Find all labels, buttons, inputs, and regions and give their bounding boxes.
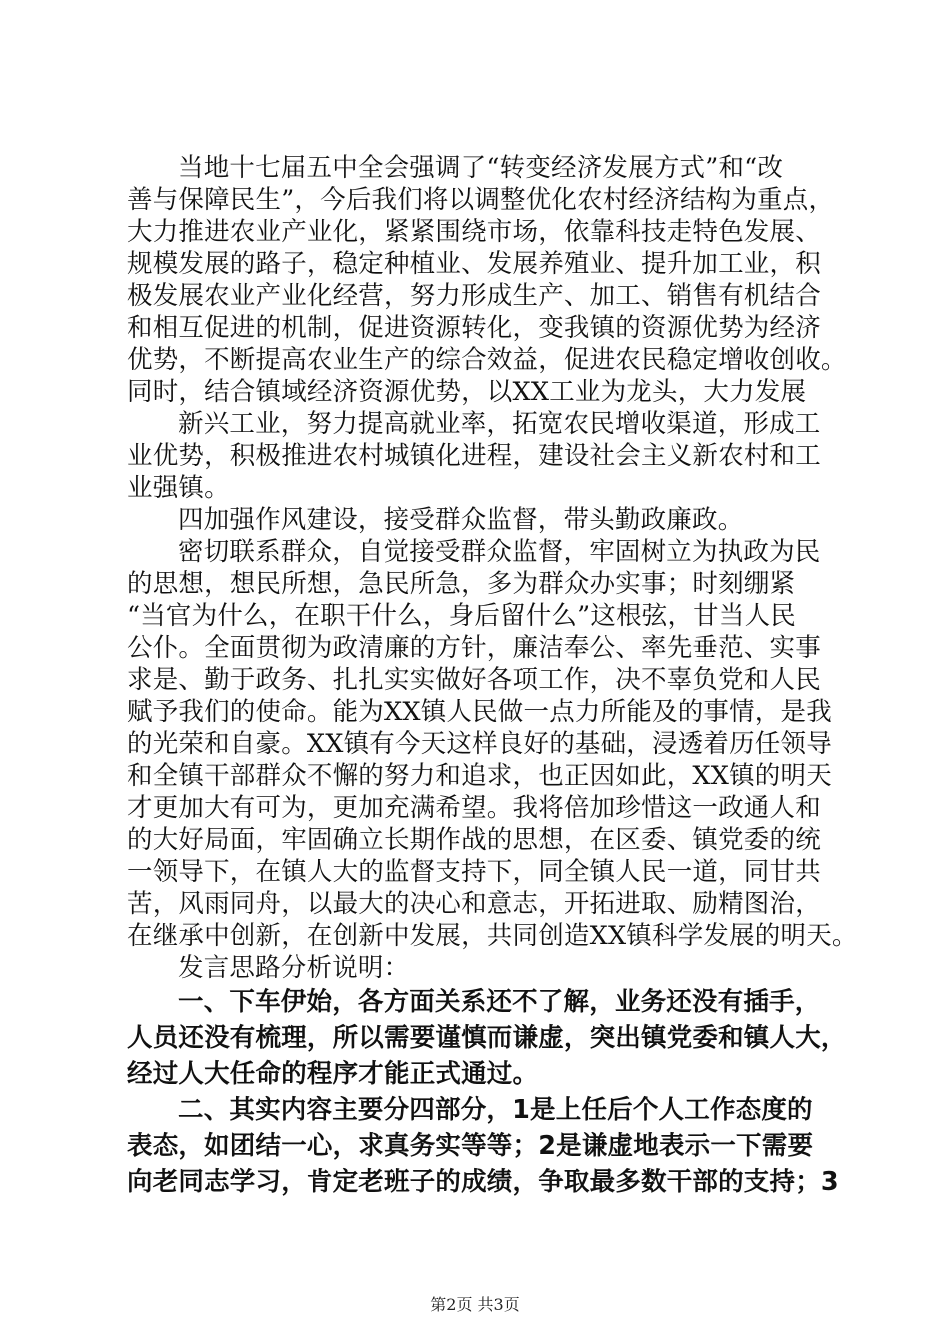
paragraph-line: 新兴工业，努力提高就业率，拓宽农民增收渠道，形成工 [178, 409, 821, 439]
paragraph-line: 同时，结合镇域经济资源优势，以XX工业为龙头，大力发展 [127, 377, 807, 407]
paragraph-line: 规模发展的路子，稳定种植业、发展养殖业、提升加工业，积 [127, 249, 821, 279]
paragraph-line: 优势，不断提高农业生产的综合效益，促进农民稳定增收创收。 [127, 345, 847, 375]
paragraph-line: 极发展农业产业化经营，努力形成生产、加工、销售有机结合 [127, 281, 821, 311]
section-heading: 发言思路分析说明： [178, 953, 410, 983]
paragraph-line: 在继承中创新，在创新中发展，共同创造XX镇科学发展的明天。 [127, 921, 858, 951]
paragraph-line: “当官为什么，在职干什么，身后留什么”这根弦，甘当人民 [127, 601, 796, 631]
paragraph-line: 苦，风雨同舟，以最大的决心和意志，开拓进取、励精图治， [127, 889, 821, 919]
analysis-line: 二、其实内容主要分四部分，1是上任后个人工作态度的 [178, 1095, 813, 1125]
paragraph-line: 密切联系群众，自觉接受群众监督，牢固树立为执政为民 [178, 537, 821, 567]
page-footer: 第2页 共3页 [430, 1295, 520, 1314]
analysis-line: 向老同志学习，肯定老班子的成绩，争取最多数干部的支持；3 [127, 1167, 839, 1197]
paragraph-line: 公仆。全面贯彻为政清廉的方针，廉洁奉公、率先垂范、实事 [127, 633, 821, 663]
analysis-line: 人员还没有梳理，所以需要谨慎而谦虚，突出镇党委和镇人大， [127, 1023, 847, 1053]
paragraph-line: 求是、勤于政务、扎扎实实做好各项工作，决不辜负党和人民 [127, 665, 821, 695]
paragraph-line: 一领导下，在镇人大的监督支持下，同全镇人民一道，同甘共 [127, 857, 821, 887]
section-heading: 四加强作风建设，接受群众监督，带头勤政廉政。 [178, 505, 744, 535]
paragraph-line: 善与保障民生”，今后我们将以调整优化农村经济结构为重点， [127, 185, 835, 215]
paragraph-line: 和相互促进的机制，促进资源转化，变我镇的资源优势为经济 [127, 313, 821, 343]
document-body [127, 152, 858, 1200]
paragraph-line: 才更加大有可为，更加充满希望。我将倍加珍惜这一政通人和 [127, 793, 821, 823]
analysis-line: 经过人大任命的程序才能正式通过。 [127, 1059, 539, 1089]
paragraph-line: 的思想，想民所想，急民所急，多为群众办实事；时刻绷紧 [127, 569, 796, 599]
analysis-line: 表态，如团结一心，求真务实等等；2是谦虚地表示一下需要 [127, 1131, 814, 1161]
paragraph-line: 业优势，积极推进农村城镇化进程，建设社会主义新农村和工 [127, 441, 821, 471]
paragraph-line: 业强镇。 [127, 473, 230, 503]
paragraph-line: 和全镇干部群众不懈的努力和追求，也正因如此，XX镇的明天 [127, 761, 832, 791]
analysis-line: 一、下车伊始，各方面关系还不了解，业务还没有插手， [178, 987, 821, 1017]
paragraph-line: 赋予我们的使命。能为XX镇人民做一点力所能及的事情，是我 [127, 697, 832, 727]
paragraph-line: 大力推进农业产业化，紧紧围绕市场，依靠科技走特色发展、 [127, 217, 821, 247]
paragraph-line: 的大好局面，牢固确立长期作战的思想，在区委、镇党委的统 [127, 825, 821, 855]
paragraph-line: 当地十七届五中全会强调了“转变经济发展方式”和“改 [178, 153, 784, 183]
paragraph-line: 的光荣和自豪。XX镇有今天这样良好的基础，浸透着历任领导 [127, 729, 832, 759]
